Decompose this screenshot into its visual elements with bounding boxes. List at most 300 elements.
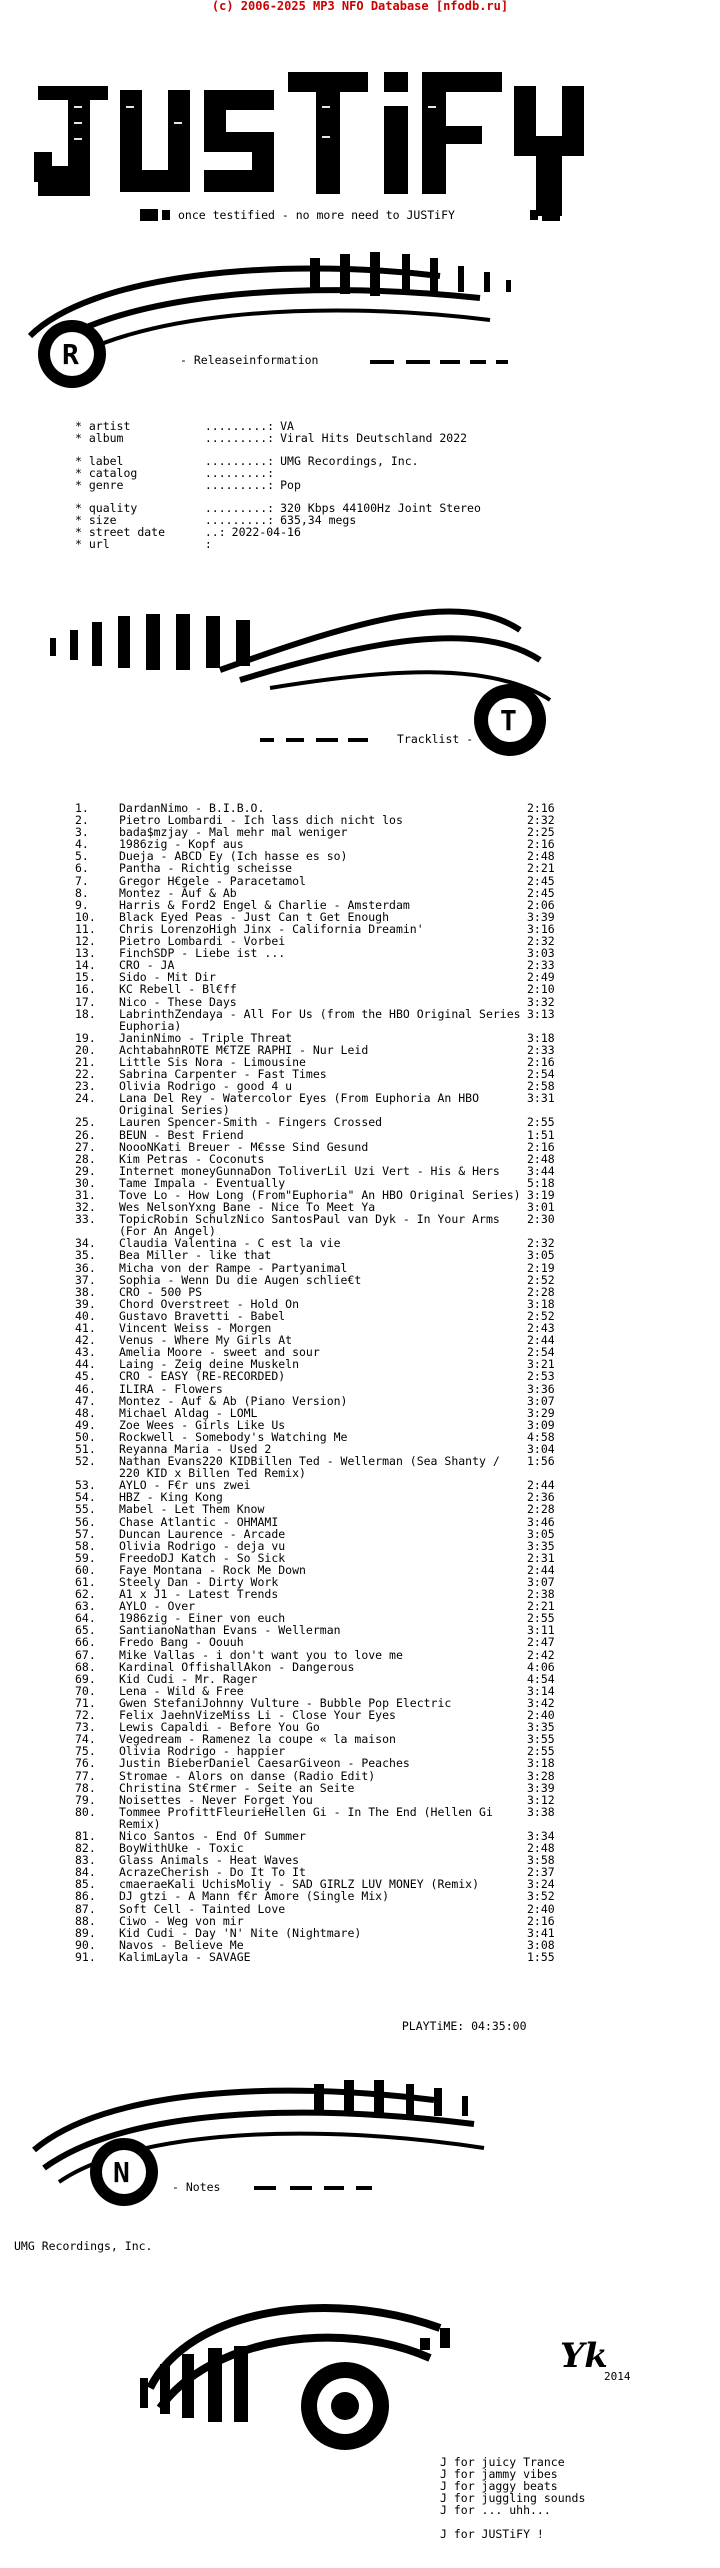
track-duration: 2:06 (527, 897, 555, 912)
track-duration: 2:54 (527, 1345, 555, 1360)
track-row (75, 1395, 565, 1407)
track-duration: 3:38 (527, 1804, 555, 1819)
track-title: Little Sis Nora - Limousine (119, 1054, 306, 1069)
track-title: Gregor H€gele - Paracetamol (119, 873, 306, 888)
track-duration: 2:40 (527, 1901, 555, 1916)
track-title: Felix JaehnVizeMiss Li - Close Your Eyes (119, 1708, 396, 1723)
track-duration: 2:44 (527, 1478, 555, 1493)
track-row (75, 1213, 565, 1237)
info-bullet: * (75, 501, 89, 515)
track-title: CRO - JA (119, 958, 175, 973)
info-dots: ..: (204, 525, 226, 539)
track-duration: 2:21 (527, 861, 555, 876)
track-number: 6. (75, 861, 89, 876)
track-duration: 2:32 (527, 934, 555, 949)
info-bullet: * (75, 454, 89, 468)
info-dots: .........: (204, 501, 275, 515)
track-number: 39. (75, 1296, 96, 1311)
track-number: 65. (75, 1623, 96, 1638)
track-duration: 3:32 (527, 994, 555, 1009)
track-duration: 1:55 (527, 1949, 555, 1964)
release-swirl-graphic (10, 236, 630, 396)
track-title: Sido - Mit Dir (119, 970, 216, 985)
info-bullet: * (75, 466, 89, 480)
track-duration: 3:05 (527, 1248, 555, 1263)
track-duration: 3:42 (527, 1695, 555, 1710)
info-bullet: * (75, 513, 89, 527)
info-key: album (88, 431, 124, 445)
track-number: 35. (75, 1248, 96, 1263)
track-number: 3. (75, 825, 89, 840)
track-title: Fredo Bang - Oouuh (119, 1635, 244, 1650)
track-title: BoyWithUke - Toxic (119, 1841, 244, 1856)
info-row-genre (75, 479, 481, 491)
track-title: Kid Cudi - Mr. Rager (119, 1671, 258, 1686)
track-row (75, 1782, 565, 1794)
track-title: Chord Overstreet - Hold On (119, 1296, 300, 1311)
track-row (75, 1008, 565, 1032)
track-title: ILIRA - Flowers (119, 1381, 223, 1396)
track-title: Reyanna Maria - Used 2 (119, 1441, 272, 1456)
track-number: 84. (75, 1865, 96, 1880)
info-key: label (88, 454, 124, 468)
track-duration: 2:16 (527, 1054, 555, 1069)
section-release-info: - Releaseinformation (180, 353, 319, 367)
track-title: 1986zig - Einer von euch (119, 1611, 286, 1626)
track-title: HBZ - King Kong (119, 1490, 223, 1505)
track-title: Tame Impala - Eventually (119, 1175, 286, 1190)
track-number: 59. (75, 1550, 96, 1565)
track-duration: 3:14 (527, 1683, 555, 1698)
footer-line: J for JUSTiFY ! (440, 2527, 544, 2541)
info-dots: .........: (204, 419, 275, 433)
track-row (75, 1903, 565, 1915)
track-number: 41. (75, 1321, 96, 1336)
info-dots: .........: (204, 466, 275, 480)
track-title: KalimLayla - SAVAGE (119, 1949, 251, 1964)
track-title: cmaeraeKali UchisMoliy - SAD GIRLZ LUV MONEY (Remix) (119, 1877, 480, 1892)
info-dots: .........: (204, 478, 275, 492)
track-title: Harris & Ford2 Engel & Charlie - Amsterdam (119, 897, 410, 912)
track-duration: 3:52 (527, 1889, 555, 1904)
track-number: 17. (75, 994, 96, 1009)
info-bullet: * (75, 419, 89, 433)
track-title: AYLO - F€r uns zwei (119, 1478, 251, 1493)
track-duration: 2:44 (527, 1333, 555, 1348)
track-number: 60. (75, 1562, 96, 1577)
track-number: 4. (75, 837, 89, 852)
track-duration: 2:40 (527, 1708, 555, 1723)
track-number: 73. (75, 1720, 96, 1735)
track-duration: 3:09 (527, 1417, 555, 1432)
track-title: Pietro Lombardi - Ich lass dich nicht los (119, 813, 403, 828)
track-row (75, 1383, 565, 1395)
tagline-bar (140, 207, 560, 223)
track-number: 43. (75, 1345, 96, 1360)
track-duration: 2:55 (527, 1744, 555, 1759)
track-duration: 3:18 (527, 1296, 555, 1311)
track-number: 53. (75, 1478, 96, 1493)
track-number: 22. (75, 1067, 96, 1082)
track-duration: 2:52 (527, 1272, 555, 1287)
track-title: Laing - Zeig deine Muskeln (119, 1357, 300, 1372)
info-row-url (75, 538, 481, 550)
track-title: DardanNimo - B.I.B.O. (119, 801, 265, 815)
track-duration: 2:32 (527, 1236, 555, 1251)
track-number: 30. (75, 1175, 96, 1190)
track-duration: 2:54 (527, 1067, 555, 1082)
footer-line: J for jaggy beats (440, 2479, 558, 2493)
track-title: Pantha - Richtig scheisse (119, 861, 293, 876)
track-duration: 3:21 (527, 1357, 555, 1372)
track-duration: 2:10 (527, 982, 555, 997)
track-duration: 2:37 (527, 1865, 555, 1880)
info-value: Viral Hits Deutschland 2022 (280, 431, 468, 445)
info-dots: : (204, 537, 212, 551)
track-number: 91. (75, 1949, 96, 1964)
track-duration: 2:48 (527, 1841, 555, 1856)
track-title: Steely Dan - Dirty Work (119, 1575, 279, 1589)
track-duration: 3:31 (527, 1091, 555, 1106)
track-number: 11. (75, 921, 96, 936)
track-row (75, 1274, 565, 1286)
track-number: 15. (75, 970, 96, 985)
track-number: 50. (75, 1429, 96, 1444)
track-title: Stromae - Alors on danse (Radio Edit) (119, 1768, 376, 1783)
track-number: 34. (75, 1236, 96, 1251)
track-row (75, 1370, 565, 1382)
track-row (75, 862, 565, 874)
track-title: FreedoDJ Katch - So Sick (119, 1550, 286, 1565)
track-title: Michael Aldag - LOML (119, 1405, 258, 1420)
track-duration: 3:11 (527, 1623, 555, 1638)
track-number: 12. (75, 934, 96, 949)
track-duration: 2:38 (527, 1587, 555, 1602)
track-number: 32. (75, 1200, 96, 1215)
track-title: Soft Cell - Tainted Love (119, 1901, 286, 1916)
track-row (75, 1116, 565, 1128)
track-title: Glass Animals - Heat Waves (119, 1853, 300, 1868)
info-value: VA (280, 419, 294, 433)
track-title: Tove Lo - How Long (From"Euphoria" An HBO Original Series) (119, 1188, 521, 1202)
track-title: Lauren Spencer-Smith - Fingers Crossed (119, 1115, 383, 1130)
track-row (75, 1249, 565, 1261)
track-title: Justin BieberDaniel CaesarGiveon - Peaches (119, 1756, 410, 1771)
track-row (75, 1649, 565, 1661)
track-number: 62. (75, 1587, 96, 1602)
track-number: 23. (75, 1079, 96, 1094)
track-title: Chris LorenzoHigh Jinx - California Dreamin' (119, 921, 424, 936)
footer-line: J for juicy Trance (440, 2455, 565, 2469)
track-number: 40. (75, 1308, 96, 1323)
track-duration: 2:19 (527, 1260, 555, 1275)
track-title: Ciwo - Weg von mir (119, 1913, 244, 1928)
track-number: 54. (75, 1490, 96, 1505)
header-link[interactable]: (c) 2006-2025 MP3 NFO Database [nfodb.ru] (211, 0, 509, 13)
track-duration: 2:31 (527, 1550, 555, 1565)
track-duration: 3:18 (527, 1030, 555, 1045)
track-title: KC Rebell - Bl€ff (119, 982, 237, 997)
track-number: 49. (75, 1417, 96, 1432)
track-title: NoooNKati Breuer - M€sse Sind Gesund (119, 1139, 369, 1154)
track-title: Internet moneyGunnaDon ToliverLil Uzi Vert - His & Hers (119, 1163, 500, 1178)
track-duration: 2:53 (527, 1369, 555, 1384)
track-duration: 1:51 (527, 1127, 555, 1142)
track-duration: 3:44 (527, 1163, 555, 1178)
track-duration: 3:12 (527, 1792, 555, 1807)
info-bullet: * (75, 478, 89, 492)
track-number: 88. (75, 1913, 96, 1928)
track-number: 57. (75, 1526, 96, 1541)
track-row (75, 1915, 565, 1927)
track-duration: 3:04 (527, 1441, 555, 1456)
notes-swirl-graphic (14, 2060, 574, 2220)
track-number: 79. (75, 1792, 96, 1807)
track-number: 18. (75, 1006, 96, 1021)
info-key: url (88, 537, 110, 551)
track-number: 74. (75, 1732, 96, 1747)
svg-text:T: T (500, 704, 517, 737)
track-row (75, 1503, 565, 1515)
track-duration: 2:25 (527, 825, 555, 840)
track-number: 90. (75, 1937, 96, 1952)
track-title: A1 x J1 - Latest Trends (119, 1587, 279, 1602)
track-duration: 2:49 (527, 970, 555, 985)
track-duration: 2:33 (527, 1042, 555, 1057)
track-number: 28. (75, 1151, 96, 1166)
track-duration: 3:46 (527, 1514, 555, 1529)
track-row (75, 887, 565, 899)
track-number: 68. (75, 1659, 96, 1674)
track-title: Nico Santos - End Of Summer (119, 1828, 306, 1843)
track-number: 26. (75, 1127, 96, 1142)
track-title: BEUN - Best Friend (119, 1127, 244, 1142)
track-duration: 3:35 (527, 1720, 555, 1735)
track-duration: 2:30 (527, 1212, 555, 1227)
track-duration: 2:55 (527, 1115, 555, 1130)
tagline: once testified - no more need to JUSTiFY (178, 208, 455, 222)
track-row (75, 1540, 565, 1552)
track-number: 38. (75, 1284, 96, 1299)
track-row (75, 1890, 565, 1902)
info-key: quality (88, 501, 138, 515)
track-title: Olivia Rodrigo - good 4 u (119, 1079, 293, 1094)
track-duration: 3:58 (527, 1853, 555, 1868)
track-duration: 3:39 (527, 909, 555, 924)
info-dots: .........: (204, 431, 275, 445)
track-number: 27. (75, 1139, 96, 1154)
track-number: 9. (75, 897, 89, 912)
info-bullet: * (75, 431, 89, 445)
track-title: Lewis Capaldi - Before You Go (119, 1720, 320, 1735)
track-number: 69. (75, 1671, 96, 1686)
track-duration: 2:16 (527, 801, 555, 815)
info-row-album (75, 432, 481, 444)
footer-line: J for jammy vibes (440, 2467, 558, 2481)
track-duration: 2:33 (527, 958, 555, 973)
track-title: Vincent Weiss - Morgen (119, 1321, 272, 1336)
track-row (75, 983, 565, 995)
track-title: Mabel - Let Them Know (119, 1502, 265, 1517)
footer-line: J for juggling sounds (440, 2491, 586, 2505)
track-number: 76. (75, 1756, 96, 1771)
track-number: 8. (75, 885, 89, 900)
track-duration: 3:05 (527, 1526, 555, 1541)
track-title: Rockwell - Somebody's Watching Me (119, 1429, 348, 1444)
track-title: Tommee ProfittFleurieHellen Gi - In The End (Hellen Gi Remix) (119, 1804, 493, 1831)
track-number: 81. (75, 1828, 96, 1843)
track-duration: 4:06 (527, 1659, 555, 1674)
track-duration: 3:35 (527, 1538, 555, 1553)
track-number: 58. (75, 1538, 96, 1553)
track-duration: 2:21 (527, 1599, 555, 1614)
track-row (75, 1794, 565, 1806)
track-number: 1. (75, 801, 89, 815)
track-duration: 3:28 (527, 1768, 555, 1783)
track-duration: 3:41 (527, 1925, 555, 1940)
info-value: Pop (280, 478, 301, 492)
info-key: street date (88, 525, 166, 539)
track-duration: 3:01 (527, 1200, 555, 1215)
track-number: 63. (75, 1599, 96, 1614)
track-number: 44. (75, 1357, 96, 1372)
footer-year: 2014 (604, 2370, 631, 2383)
tracklist (75, 802, 565, 1963)
track-title: Kid Cudi - Day 'N' Nite (Nightmare) (119, 1925, 362, 1940)
track-title: Gwen StefaniJohnny Vulture - Bubble Pop Electric (119, 1695, 452, 1710)
track-row (75, 1092, 565, 1116)
track-duration: 2:47 (527, 1635, 555, 1650)
track-number: 36. (75, 1260, 96, 1275)
track-duration: 3:29 (527, 1405, 555, 1420)
track-duration: 3:08 (527, 1937, 555, 1952)
track-title: Dueja - ABCD Ey (Ich hasse es so) (119, 849, 348, 864)
track-number: 10. (75, 909, 96, 924)
footer-yk: Yk (560, 2336, 608, 2376)
playtime-value: 04:35:00 (471, 2019, 527, 2033)
track-title: Olivia Rodrigo - deja vu (119, 1538, 286, 1553)
track-duration: 2:48 (527, 849, 555, 864)
track-title: Amelia Moore - sweet and sour (119, 1345, 320, 1360)
track-title: Christina St€rmer - Seite an Seite (119, 1780, 355, 1795)
info-key: size (88, 513, 117, 527)
track-duration: 2:16 (527, 837, 555, 852)
playtime (388, 2008, 527, 2032)
track-number: 16. (75, 982, 96, 997)
track-number: 83. (75, 1853, 96, 1868)
track-title: Wes NelsonYxng Bane - Nice To Meet Ya (119, 1200, 376, 1215)
track-row (75, 1806, 565, 1830)
track-title: Sophia - Wenn Du die Augen schlie€t (119, 1272, 362, 1287)
track-title: Bea Miller - like that (119, 1248, 272, 1263)
track-number: 14. (75, 958, 96, 973)
footer-lines (440, 2456, 585, 2540)
track-duration: 3:07 (527, 1575, 555, 1589)
track-number: 87. (75, 1901, 96, 1916)
track-duration: 3:19 (527, 1188, 555, 1202)
track-row (75, 1927, 565, 1939)
track-title: AcrazeCherish - Do It To It (119, 1865, 306, 1880)
track-duration: 2:28 (527, 1284, 555, 1299)
track-duration: 2:36 (527, 1490, 555, 1505)
track-row (75, 1141, 565, 1153)
track-duration: 2:43 (527, 1321, 555, 1336)
track-number: 75. (75, 1744, 96, 1759)
track-duration: 2:45 (527, 873, 555, 888)
track-row (75, 1516, 565, 1528)
track-duration: 3:13 (527, 1006, 555, 1021)
track-title: Montez - Auf & Ab (119, 885, 237, 900)
track-row (75, 1636, 565, 1648)
track-number: 52. (75, 1454, 96, 1469)
track-duration: 2:52 (527, 1308, 555, 1323)
track-number: 72. (75, 1708, 96, 1723)
info-value: 2022-04-16 (231, 525, 301, 539)
track-duration: 3:24 (527, 1877, 555, 1892)
track-duration: 3:36 (527, 1381, 555, 1396)
track-duration: 3:16 (527, 921, 555, 936)
track-duration: 1:56 (527, 1454, 555, 1469)
notes-text: UMG Recordings, Inc. (14, 2239, 153, 2253)
track-row (75, 1951, 565, 1963)
track-number: 37. (75, 1272, 96, 1287)
track-duration: 5:18 (527, 1175, 555, 1190)
track-number: 19. (75, 1030, 96, 1045)
track-number: 45. (75, 1369, 96, 1384)
track-number: 78. (75, 1780, 96, 1795)
section-notes: - Notes (172, 2180, 221, 2194)
track-number: 7. (75, 873, 89, 888)
track-row (75, 1455, 565, 1479)
track-title: Montez - Auf & Ab (Piano Version) (119, 1393, 348, 1408)
track-number: 48. (75, 1405, 96, 1420)
track-number: 89. (75, 1925, 96, 1940)
track-title: Pietro Lombardi - Vorbei (119, 934, 286, 949)
footer-line: J for ... uhh... (440, 2503, 551, 2517)
info-key: catalog (88, 466, 138, 480)
track-duration: 3:03 (527, 946, 555, 961)
track-row (75, 1129, 565, 1141)
track-number: 86. (75, 1889, 96, 1904)
track-number: 56. (75, 1514, 96, 1529)
track-duration: 2:16 (527, 1139, 555, 1154)
track-number: 82. (75, 1841, 96, 1856)
track-number: 55. (75, 1502, 96, 1517)
track-title: 1986zig - Kopf aus (119, 837, 244, 852)
track-number: 5. (75, 849, 89, 864)
track-title: Noisettes - Never Forget You (119, 1792, 313, 1807)
footer-swirl-graphic (130, 2268, 580, 2468)
info-row-quality (75, 502, 481, 514)
track-title: Mike Vallas - i don't want you to love me (119, 1647, 403, 1662)
track-row (75, 996, 565, 1008)
track-number: 13. (75, 946, 96, 961)
track-duration: 3:07 (527, 1393, 555, 1408)
track-duration: 2:44 (527, 1562, 555, 1577)
track-duration: 2:32 (527, 813, 555, 828)
track-title: Kim Petras - Coconuts (119, 1151, 265, 1166)
track-title: Micha von der Rampe - Partyanimal (119, 1260, 348, 1275)
info-dots: .........: (204, 454, 275, 468)
track-title: FinchSDP - Liebe ist ... (119, 946, 286, 961)
track-title: AYLO - Over (119, 1599, 196, 1614)
track-number: 25. (75, 1115, 96, 1130)
track-title: Lena - Wild & Free (119, 1683, 244, 1698)
track-row (75, 1153, 565, 1165)
track-number: 70. (75, 1683, 96, 1698)
track-number: 51. (75, 1441, 96, 1456)
track-row (75, 1407, 565, 1419)
